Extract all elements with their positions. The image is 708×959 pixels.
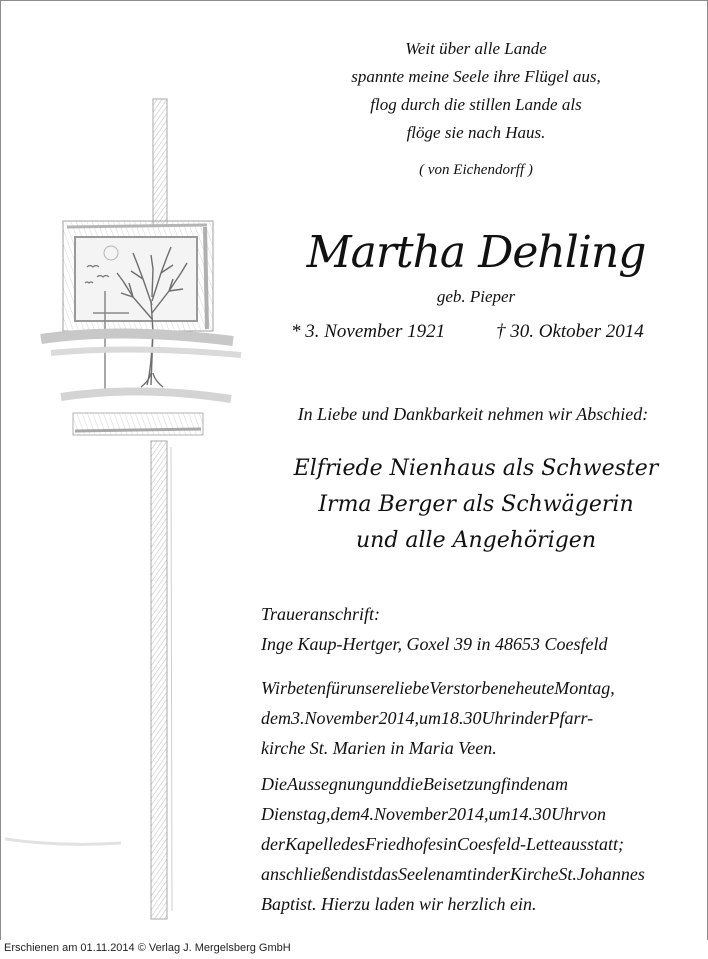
word: Beisetzung [423,774,501,794]
word: anschließend [261,864,356,884]
burial-line [261,769,683,799]
word: das [373,864,399,884]
footer-text: Erschienen am 01.11.2014 © Verlag J. Mergelsberg GmbH [4,942,291,954]
burial-line [261,829,683,859]
mourners-list [271,451,681,559]
birth-date: * 3. November 1921 [291,321,446,342]
poem [271,35,681,147]
burial-line: Baptist. Hierzu laden wir herzlich ein. [261,894,537,914]
word: heute [515,678,555,698]
word: Uhr [481,708,511,728]
word: für [326,678,348,698]
poem-line: spannte meine Seele ihre Flügel aus, [351,67,601,86]
word: Aussegnung [287,774,374,794]
word: Seelenamt [398,864,472,884]
word: Kapelle [285,834,341,854]
word: dem [330,804,361,824]
word: statt; [587,834,625,854]
word: um [488,804,511,824]
word: um [418,708,441,728]
poem-line: flöge sie nach Haus. [406,123,546,142]
word: 18.30 [440,708,482,728]
word: dem [261,708,291,728]
burial-paragraph [261,769,683,919]
burial-line [261,799,683,829]
word: Verstorbene [429,678,516,698]
word: des [341,834,365,854]
word: 2014, [447,804,489,824]
deceased-name: Martha Dehling [306,227,646,278]
cross-sketch-artwork [1,1,301,941]
prayer-line [261,703,683,733]
cross-lower-beam [151,441,167,919]
death-date: † 30. Oktober 2014 [496,321,644,342]
word: am [546,774,568,794]
cross-upper-beam [153,99,167,225]
word: der [524,708,549,728]
word: Die [261,774,287,794]
word: Dienstag, [261,804,331,824]
word: in [510,708,525,728]
word: der [486,864,510,884]
poem-line: Weit über alle Lande [405,39,547,58]
word: die [401,774,423,794]
maiden-name: geb. Pieper [436,287,516,306]
publication-footer [0,940,708,959]
mourner-line: und alle Angehörigen [355,528,596,553]
word: November [304,708,379,728]
word: in [471,864,486,884]
poem-line: flog durch die stillen Lande als [370,95,582,114]
word: unsere [347,678,395,698]
word: 4. [360,804,374,824]
word: Pfarr- [548,708,594,728]
address-value: Inge Kaup-Hertger, Goxel 39 in 48653 Coesfeld [261,634,608,654]
prayer-line [261,673,683,703]
word: 14.30 [510,804,551,824]
word: November [374,804,448,824]
word: liebe [394,678,430,698]
word: ist [355,864,373,884]
word: Coesfeld-Lette [457,834,562,854]
funeral-address [261,599,683,659]
poem-attribution: ( von Eichendorff ) [419,162,533,178]
word: 3. [291,708,305,728]
word: Uhr [550,804,580,824]
prayer-line: kirche St. Marien in Maria Veen. [261,738,497,758]
farewell-text: In Liebe und Dankbarkeit nehmen wir Abschied: [297,404,649,424]
word: Montag, [554,678,615,698]
word: Friedhofes [365,834,443,854]
word: von [580,804,606,824]
word: beten [287,678,326,698]
word: finden [501,774,546,794]
word: 2014, [378,708,419,728]
burial-line [261,859,683,889]
word: Johannes [576,864,645,884]
word: Wir [261,678,288,698]
word: Kirche [510,864,559,884]
word: und [374,774,401,794]
mourner-line: Elfriede Nienhaus als Schwester [293,456,659,481]
word: in [443,834,458,854]
address-label: Traueranschrift: [261,604,381,624]
word: aus [562,834,588,854]
mourner-line: Irma Berger als Schwägerin [318,492,634,517]
word: St. [558,864,577,884]
word: der [261,834,285,854]
prayer-paragraph [261,673,683,763]
